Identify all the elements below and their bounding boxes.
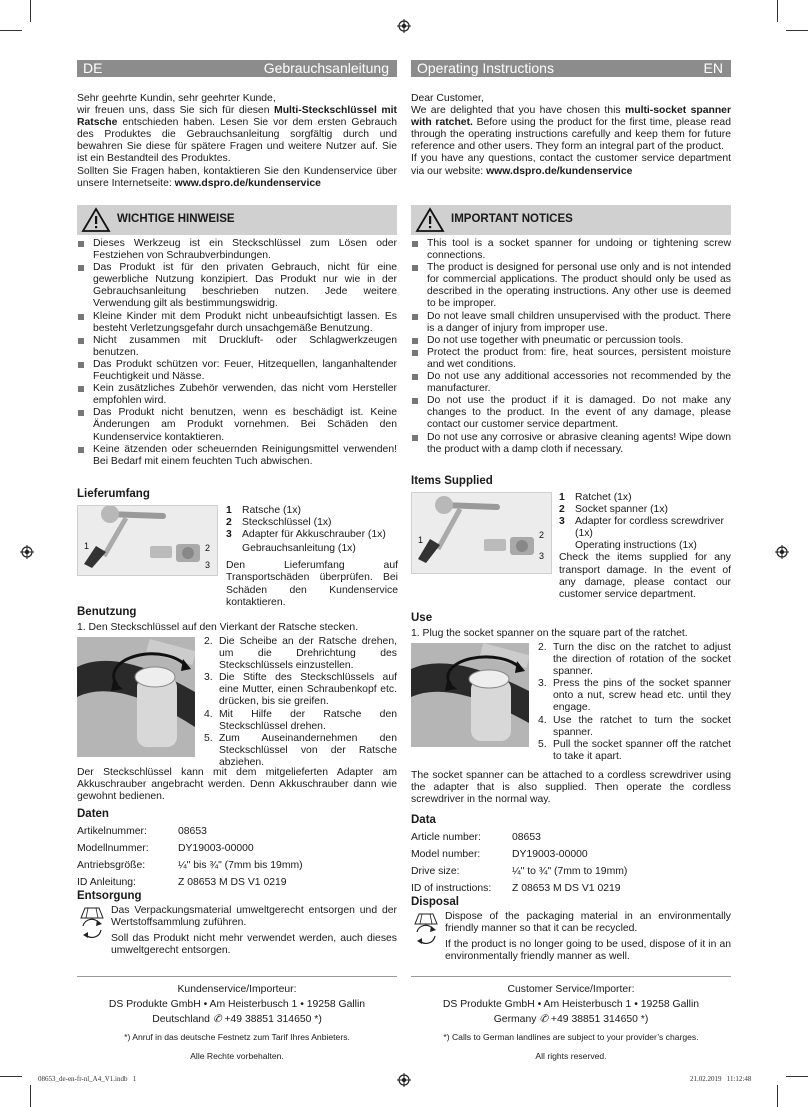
footer-rights: Alle Rechte vorbehalten.	[190, 1051, 284, 1061]
notice-title: WICHTIGE HINWEISE	[117, 213, 235, 225]
list-item: Do not leave small children unsupervised with the product. There is a danger of injury from improper use.	[411, 311, 731, 335]
list-item: Do not use any additional accessories not recommended by the manufacturer.	[411, 371, 731, 395]
usage-image	[77, 637, 195, 757]
product-image	[411, 492, 552, 574]
footer-note: *) Anruf in das deutsche Festnetz zum Tarif Ihres Anbieters.	[124, 1032, 350, 1042]
use-steps-en	[538, 642, 731, 763]
footer-note: *) Calls to German landlines are subject to your provider’s charges.	[443, 1032, 699, 1042]
warning-icon	[415, 207, 445, 233]
svg-text:1: 1	[418, 535, 424, 545]
website-link[interactable]: www.dspro.de/kundenservice	[174, 177, 321, 189]
list-item: 5. Zum Auseinandernehmen den Steckschlüssel von der Ratsche abziehen.	[204, 732, 397, 768]
list-item: 2 Socket spanner (1x)	[559, 504, 668, 516]
table-row: Drive size: ¼" to ¾" (7mm to 19mm)	[411, 866, 628, 877]
section-title-use: Benutzung	[77, 606, 137, 618]
notice-bar-en	[411, 205, 731, 235]
list-item: Das Produkt schützen vor: Feuer, Hitzequellen, langanhaltender Feuchtigkeit und Nässe.	[77, 359, 397, 383]
list-item: Nicht zusammen mit Druckluft- oder Schlagwerkzeugen benutzen.	[77, 335, 397, 359]
divider	[77, 976, 397, 977]
disposal-en	[445, 911, 731, 963]
footer-phone: Germany ✆ +49 38851 314650 *)	[493, 1014, 649, 1025]
warning-icon	[81, 207, 111, 233]
header-title-en: Operating Instructions	[417, 60, 554, 76]
list-item: 2 Steckschlüssel (1x)	[226, 517, 332, 529]
supplied-check: Den Lieferumfang auf Transportschäden überprüfen. Bei Schäden den Kundenservice kontaktieren.	[226, 560, 398, 608]
recycling-icon	[411, 910, 441, 944]
list-item: Protect the product from: fire, heat sources, persistent moisture and wet conditions.	[411, 347, 731, 371]
list-item: Do not use together with pneumatic or percussion tools.	[411, 335, 731, 347]
list-item: Dieses Werkzeug ist ein Steckschlüssel zum Lösen oder Festziehen von Schraubverbindungen.	[77, 238, 397, 262]
list-item: 5. Pull the socket spanner off the ratchet to take it apart.	[538, 738, 731, 762]
disposal-text-2: Soll das Produkt nicht mehr verwendet werden, auch dieses umweltgerecht entsorgen.	[111, 933, 397, 957]
list-item: Kein zusätzliches Zubehör verwenden, das nicht vom Hersteller empfohlen wird.	[77, 383, 397, 407]
section-title-supplied: Items Supplied	[411, 475, 493, 487]
language-code-en: EN	[703, 60, 723, 76]
list-item: Do not use any corrosive or abrasive cleaning agents! Wipe down the product with a damp cloth if necessary.	[411, 432, 731, 456]
data-table-en	[411, 832, 627, 900]
ratchet-icon	[412, 493, 551, 573]
header-bar-de	[77, 60, 397, 77]
footer-de	[77, 982, 397, 1064]
registration-mark-icon	[20, 545, 34, 559]
date-slug: 21.02.2019 11:12:48	[690, 1075, 752, 1083]
use-step-1: 1. Plug the socket spanner on the square part of the ratchet.	[411, 628, 688, 639]
use-steps-de	[204, 636, 397, 769]
registration-mark-icon	[397, 19, 411, 33]
supplied-check: Check the items supplied for any transport damage. In the event of any damage, please contact our customer service department.	[559, 552, 731, 600]
list-item: 2. Turn the disc on the ratchet to adjust the direction of rotation of the socket spanner.	[538, 642, 731, 678]
recycling-icon	[77, 904, 107, 938]
supplied-list-en	[559, 492, 731, 601]
contact-text: If you have any questions, contact the customer service department via our website: www.dspro.de/kundenservice	[411, 153, 731, 177]
list-item: Gebrauchsanleitung (1x)	[242, 543, 356, 555]
section-title-data: Data	[411, 814, 436, 826]
section-title-use: Use	[411, 612, 433, 624]
footer-title: Kundenservice/Importeur:	[177, 984, 297, 995]
svg-text:3: 3	[539, 551, 545, 561]
table-row: Artikelnummer: 08653	[77, 826, 207, 837]
header-bar-en	[411, 60, 731, 77]
list-item: This tool is a socket spanner for undoing or tightening screw connections.	[411, 238, 731, 262]
footer-address: DS Produkte GmbH • Am Heisterbusch 1 • 19258 Gallin	[442, 999, 700, 1010]
phone-icon: ✆	[539, 1014, 549, 1025]
section-title-supplied: Lieferumfang	[77, 488, 150, 500]
list-item: Keine ätzenden oder scheuernden Reinigungsmittel verwenden! Bei Bedarf mit einem feuchten Tuch abwischen.	[77, 444, 397, 468]
list-item: Das Produkt ist für den privaten Gebrauch, nicht für eine gewerbliche Nutzung konzipiert. Das Produkt nur wie in der Gebrauchsanleitung beschrieben nutzen. Jede weitere Verwendung gilt als bestimmungswidrig.	[77, 262, 397, 310]
table-row: ID Anleitung: Z 08653 M DS V1 0219	[77, 877, 287, 888]
section-title-disposal: Disposal	[411, 896, 459, 908]
footer-en	[411, 982, 731, 1064]
list-item: Kleine Kinder mit dem Produkt nicht unbeaufsichtigt lassen. Es besteht Verletzungsgefahr durch unsachgemäße Benutzung.	[77, 311, 397, 335]
svg-text:2: 2	[205, 543, 211, 553]
use-note: Der Steckschlüssel kann mit dem mitgelieferten Adapter am Akkuschrauber angebracht werden. Denn Akkuschrauber dann wie gewohnt bedienen.	[77, 767, 397, 803]
language-code-de: DE	[83, 60, 103, 76]
contact-text: Sollten Sie Fragen haben, kontaktieren Sie den Kundenservice über unsere Internetseite: www.dspro.de/kundenservice	[77, 165, 397, 189]
list-item: 1 Ratchet (1x)	[559, 492, 632, 503]
svg-text:2: 2	[539, 530, 545, 540]
use-step-1: 1. Den Steckschlüssel auf den Vierkant der Ratsche stecken.	[77, 622, 359, 633]
rotation-arrow-icon	[411, 643, 529, 747]
product-image	[77, 505, 218, 576]
list-item: 3 Adapter für Akkuschrauber (1x)	[226, 529, 386, 541]
supplied-list-de	[226, 505, 398, 609]
intro-en	[411, 93, 731, 178]
table-row: Modellnummer: DY19003-00000	[77, 843, 254, 854]
table-row: Antriebsgröße: ¼" bis ¾" (7mm bis 19mm)	[77, 860, 303, 871]
notice-list-de	[77, 238, 397, 468]
list-item: 1 Ratsche (1x)	[226, 505, 301, 516]
svg-text:1: 1	[84, 541, 90, 551]
use-note: The socket spanner can be attached to a cordless screwdriver using the adapter that is also supplied. Then operate the cordless screwdriver in the normal way.	[411, 770, 731, 806]
footer-rights: All rights reserved.	[535, 1051, 607, 1061]
svg-text:3: 3	[205, 560, 211, 570]
list-item: Das Produkt nicht benutzen, wenn es beschädigt ist. Keine Änderungen am Produkt vornehmen. Bei Schäden den Kundenservice kontaktieren.	[77, 407, 397, 443]
list-item: 3 Adapter for cordless screwdriver (1x)	[559, 516, 724, 540]
list-item: 4. Mit Hilfe der Ratsche den Steckschlüssel drehen.	[204, 708, 397, 732]
greeting: Sehr geehrte Kundin, sehr geehrter Kunde,	[77, 93, 276, 104]
list-item: 4. Use the ratchet to turn the socket spanner.	[538, 714, 731, 738]
greeting: Dear Customer,	[411, 93, 484, 104]
data-table-de	[77, 826, 303, 894]
footer-title: Customer Service/Importer:	[507, 984, 635, 995]
website-link[interactable]: www.dspro.de/kundenservice	[486, 165, 633, 177]
ratchet-icon	[78, 506, 217, 575]
disposal-text-1: Dispose of the packaging material in an environmentally friendly manner so that it can be recycled.	[445, 911, 731, 935]
notice-bar-de	[77, 205, 397, 235]
phone-icon: ✆	[212, 1014, 222, 1025]
intro-de	[77, 93, 397, 190]
table-row: ID of instructions: Z 08653 M DS V1 0219	[411, 883, 621, 894]
list-item: 3. Die Stifte des Steckschlüssels auf eine Mutter, einen Schraubenkopf etc. drücken, bis sie greifen.	[204, 672, 397, 708]
section-title-data: Daten	[77, 808, 109, 820]
list-item: Do not use the product if it is damaged. Do not make any changes to the product. In the event of any damage, please contact our customer service department.	[411, 395, 731, 431]
disposal-text-2: If the product is no longer going to be used, dispose of it in an environmentally friendly manner as well.	[445, 939, 731, 963]
intro-text: wir freuen uns, dass Sie sich für diesen Multi-Steckschlüssel mit Ratsche entschieden haben. Lesen Sie vor dem ersten Gebrauch des Produktes die Gebrauchsanleitung sorgfältig durch und bewahren Sie diese für spätere Fragen und weitere Nutzer auf. Sie ist ein Bestandteil des Produktes.	[77, 105, 397, 165]
table-row: Model number: DY19003-00000	[411, 849, 588, 860]
notice-list-en	[411, 238, 731, 456]
disposal-text-1: Das Verpackungsmaterial umweltgerecht entsorgen und der Wertstoffsammlung zuführen.	[111, 905, 397, 929]
intro-text: We are delighted that you have chosen this multi-socket spanner with ratchet. Before using the product for the first time, please read through the operating instructions carefully and keep them for future reference and other users. They form an integral part of the product.	[411, 105, 731, 153]
file-slug: 08653_de-en-fr-nl_A4_V1.indb 1	[38, 1075, 137, 1083]
list-item: Operating instructions (1x)	[575, 540, 697, 552]
divider	[411, 976, 731, 977]
list-item: 2. Die Scheibe an der Ratsche drehen, um die Drehrichtung des Steckschlüssels einzustellen.	[204, 636, 397, 672]
rotation-arrow-icon	[77, 637, 195, 757]
disposal-de	[111, 905, 397, 957]
table-row: Article number: 08653	[411, 832, 541, 843]
footer-phone: Deutschland ✆ +49 38851 314650 *)	[152, 1014, 322, 1025]
footer-address: DS Produkte GmbH • Am Heisterbusch 1 • 19258 Gallin	[108, 999, 366, 1010]
usage-image	[411, 643, 529, 747]
registration-mark-icon	[397, 1073, 411, 1087]
notice-title: IMPORTANT NOTICES	[451, 213, 573, 225]
list-item: The product is designed for personal use only and is not intended for commercial applications. The product should only be used as described in the operating instructions. Any other use is deemed to be improper.	[411, 262, 731, 310]
section-title-disposal: Entsorgung	[77, 890, 142, 902]
list-item: 3. Press the pins of the socket spanner onto a nut, screw head etc. until they engage.	[538, 678, 731, 714]
header-title-de: Gebrauchsanleitung	[263, 60, 389, 76]
registration-mark-icon	[775, 545, 789, 559]
